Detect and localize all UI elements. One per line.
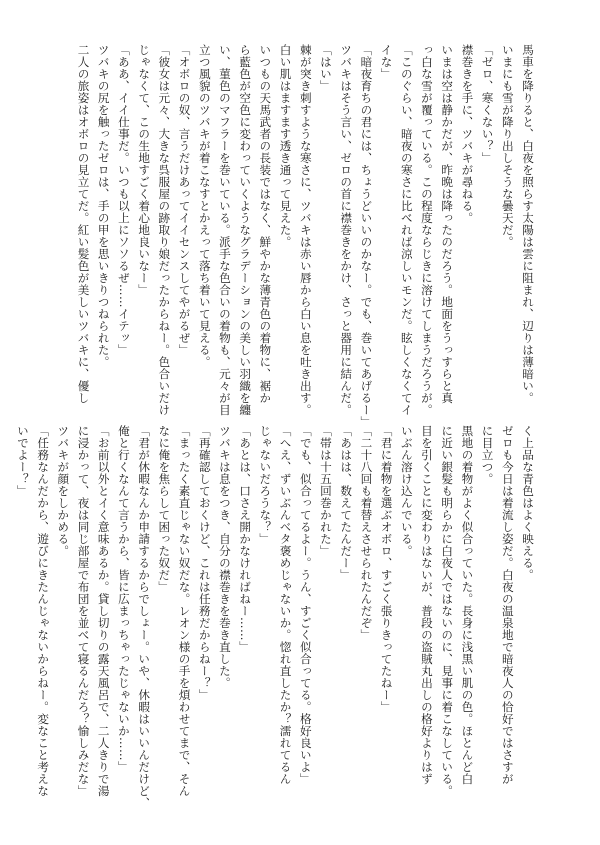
text-column: に目立つ。 bbox=[480, 425, 495, 485]
text-column: 黒地の着物がよく似合っていた。長身に浅黒い肌の色。ほとんど白 bbox=[460, 425, 475, 785]
text-column: 「帯は十五回巻かれた」 bbox=[318, 425, 333, 557]
text-column: いでよー？」 bbox=[15, 425, 30, 497]
text-column: 「あとは、口さえ開かなければねー……」 bbox=[238, 425, 253, 653]
text-column: 「このぐらい、暗夜の寒さに比べれば涼しいモンだ。眩しくなくてイ bbox=[399, 44, 414, 416]
text-column: いまにも雪が降り出しそうな曇天だ。 bbox=[500, 44, 515, 248]
text-column: いつもの天馬武者の長装ではなく、鮮やかな薄青色の着物に、裾か bbox=[258, 44, 273, 404]
text-column: 「ゼロ、寒くない？」 bbox=[480, 44, 495, 164]
text-column: 「君が休暇なんか申請するからでしょー。いや、休暇はいいんだけど、 bbox=[137, 425, 152, 809]
text-column: 「へえ、ずいぶんベタ褒めじゃないか。惚れ直したか？濡れてるん bbox=[278, 425, 293, 785]
text-column: 立つ風貌のツバキが着こなすとかえって落ち着いて見える。 bbox=[197, 44, 212, 368]
text-column: 「でも、似合ってるよー。うん、すごく似合ってる。格好良いよ」 bbox=[298, 425, 313, 785]
text-column: く上品な青色はよく映える。 bbox=[521, 425, 535, 581]
text-column: ら藍色が空色に変わっていくようなグラデーションの美しい羽織を纏 bbox=[238, 44, 253, 416]
text-column: いまは空は静かだが、昨晩は降ったのだろう。地面をうっすらと真 bbox=[440, 44, 455, 404]
text-column: ツバキはそう言い、ゼロの首に襟巻きをかけ、さっと器用に結んだ。 bbox=[339, 44, 354, 416]
text-column: ツバキは息をつき、自分の襟巻きを巻き直した。 bbox=[217, 425, 232, 689]
text-column: 「暗夜育ちの君には、ちょうどいいのかなー。でも、巻いてあげるー」 bbox=[359, 44, 374, 428]
text-column: 「まったく素直じゃない奴だな。レオン様の手を煩わせてまで、そん bbox=[177, 425, 192, 797]
text-column: 「はい」 bbox=[318, 44, 333, 92]
text-column: 「君に着物を選ぶオボロ、すごく張りきってたねー」 bbox=[379, 425, 394, 713]
text-column: に浸かって、夜は同じ部屋で布団を並べて寝るんだろ？愉しみだな」 bbox=[76, 425, 91, 797]
text-column: 目を引くことに変わりはないが、普段の盗賊丸出しの格好よりはず bbox=[419, 425, 434, 785]
text-column: 白い肌はますます透き通って見えた。 bbox=[278, 44, 293, 248]
text-column: い、菫色のマフラーを巻いている。派手な色合いの着物も、元々が目 bbox=[217, 44, 232, 416]
text-column: ツバキが顔をしかめる。 bbox=[56, 425, 71, 557]
text-column: 馬車を降りると、白夜を照らす太陽は雲に阻まれ、辺りは薄暗い。 bbox=[521, 44, 535, 404]
text-column: イな」 bbox=[379, 44, 394, 80]
top-text-block bbox=[30, 44, 538, 428]
bottom-text-block bbox=[15, 425, 538, 809]
text-column: ツバキの尻を触ったゼロは、手の甲を思いきりつねられた。 bbox=[96, 44, 111, 368]
text-column: いぶん溶け込んでいる。 bbox=[399, 425, 414, 557]
text-column: 「あはは、数えてたんだー」 bbox=[339, 425, 354, 581]
text-column: 俺と行くなんて言うから、皆に広まっちゃったじゃないか……」 bbox=[116, 425, 131, 773]
text-column: 襟巻きを手に、ツバキが尋ねる。 bbox=[460, 44, 475, 224]
text-column: 「任務なんだから、遊びにきたんじゃないからねー。変なこと考えな bbox=[36, 425, 51, 797]
text-column: 「二十八回も着替えさせられたんだぞ」 bbox=[359, 425, 374, 641]
text-column: 棘が突き刺すような寒さに、ツバキは赤い唇から白い息を吐き出す。 bbox=[298, 44, 313, 416]
text-column: 「オボロの奴、言うだけあってイイセンスしてやがるぜ」 bbox=[177, 44, 192, 356]
text-column: 「彼女は元々、大きな呉服屋の跡取り娘だったからねー。色合いだけ bbox=[157, 44, 172, 416]
text-column: 二人の旅姿はオボロの見立てだ。紅い髪色が美しいツバキに、優し bbox=[76, 44, 91, 404]
text-column: じゃなくて、この生地すごく着心地良いなー」 bbox=[137, 44, 152, 296]
text-column: 「ああ、イイ仕事だ。いつも以上にソソるぜ……イテッ」 bbox=[116, 44, 131, 356]
text-column: じゃないだろうな？」 bbox=[258, 425, 273, 545]
text-column: なに俺を焦らして困った奴だ」 bbox=[157, 425, 172, 593]
text-column: に近い銀髪も明らかに白夜人ではないのに、見事に着こなしている。 bbox=[440, 425, 455, 797]
text-column: 「再確認しておくけど、これは任務だからねー？」 bbox=[197, 425, 212, 701]
text-column: ゼロも今日は着流し姿だ。白夜の温泉地で暗夜人の恰好ではさすが bbox=[500, 425, 515, 785]
text-column: 「お前以外とイく意味あるか。貸し切りの露天風呂で、二人きりで湯 bbox=[96, 425, 111, 797]
text-column: っ白な雪が覆っている。この程度ならじきに溶けてしまうだろうが。 bbox=[419, 44, 434, 416]
